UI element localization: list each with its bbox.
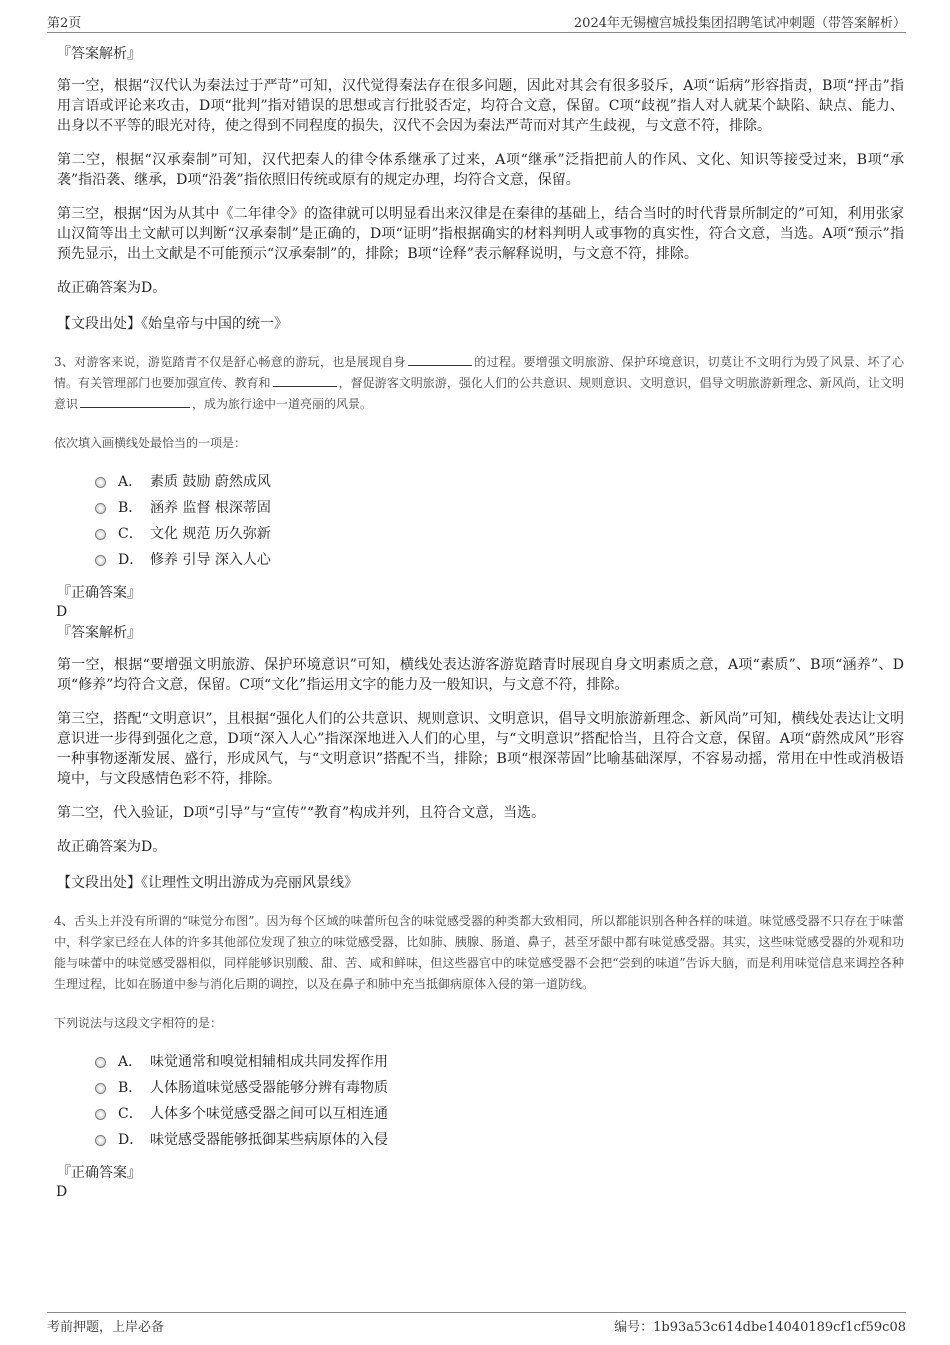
- source-citation: 【文段出处】《让理性文明出游成为亮丽风景线》: [57, 875, 358, 891]
- radio-button[interactable]: [95, 503, 106, 514]
- final-answer: 故正确答案为D。: [57, 280, 167, 296]
- radio-button[interactable]: [95, 1135, 106, 1146]
- correct-answer-label: 『正确答案』: [57, 1165, 141, 1181]
- radio-button[interactable]: [95, 555, 106, 566]
- option-c[interactable]: C． 文化 规范 历久弥新: [95, 521, 904, 547]
- radio-button[interactable]: [95, 1057, 106, 1068]
- analysis-paragraph: 第三空，根据“因为从其中《二年律令》的盗律就可以明显看出来汉律是在秦律的基础上，结合当时的时代背景所制定的”可知，利用张家山汉简等出土文献可以判断“汉承秦制”是正确的，D项“证明”指根据确实的材料判明人或事物的真实性，符合文意，当选。A项“预示”指预先显示，出土文献是不可能预示“汉承秦制”的，排除；B项“诠释”表示解释说明，与文意不符，排除。: [57, 206, 904, 262]
- page-content: [54, 44, 904, 1203]
- page-footer: [47, 1312, 906, 1338]
- correct-answer-value: D: [56, 604, 68, 620]
- option-c[interactable]: C． 人体多个味觉感受器之间可以互相连通: [95, 1101, 904, 1127]
- radio-button[interactable]: [95, 1083, 106, 1094]
- footer-slogan: 考前押题，上岸必备: [47, 1320, 165, 1335]
- option-a[interactable]: A． 素质 鼓励 蔚然成风: [95, 469, 904, 495]
- analysis-paragraph: 第一空，根据“汉代认为秦法过于严苛”可知，汉代觉得秦法存在很多问题，因此对其会有很多驳斥，A项“诟病”形容指责，B项“抨击”指用言语或评论来攻击，D项“批判”指对错误的思想或言行批驳否定，均符合文意，保留。C项“歧视”指人对人就某个缺陷、缺点、能力、出身以不平等的眼光对待，使之得到不同程度的损失，汉代不会因为秦法严苛而对其产生歧视，与文意不符，排除。: [57, 78, 904, 134]
- analysis-paragraph: 第三空，搭配“文明意识”，且根据“强化人们的公共意识、规则意识、文明意识，倡导文明旅游新理念、新风尚”可知，横线处表达让文明意识进一步得到强化之意，D项“深入人心”指深深地进入人们的心里，与“文明意识”搭配恰当，且符合文意，保留。A项“蔚然成风”形容一种事物逐渐发展、盛行，形成风气，与“文明意识”搭配不当，排除；B项“根深蒂固”比喻基础深厚，不容易动摇，常用在中性或消极语境中，与文段感情色彩不符，排除。: [57, 711, 904, 787]
- option-a[interactable]: A． 味觉通常和嗅觉相辅相成共同发挥作用: [95, 1049, 904, 1075]
- option-b[interactable]: B． 人体肠道味觉感受器能够分辨有毒物质: [95, 1075, 904, 1101]
- analysis-paragraph: 第一空，根据“要增强文明旅游、保护环境意识”可知，横线处表达游客游览踏青时展现自身文明素质之意，A项“素质”、B项“涵养”、D项“修养”均符合文意，保留。C项“文化”指运用文字的能力及一般知识，与文意不符，排除。: [57, 657, 904, 693]
- fill-blank: [80, 395, 190, 408]
- answer-options: [95, 1049, 904, 1153]
- analysis-paragraph: 第二空，根据“汉承秦制”可知，汉代把秦人的律令体系继承了过来，A项“继承”泛指把前人的作风、文化、知识等接受过来，B项“承袭”指沿袭、继承，D项“沿袭”指依照旧传统或原有的规定办理，均符合文意，保留。: [57, 152, 904, 188]
- final-answer: 故正确答案为D。: [57, 839, 167, 855]
- option-d[interactable]: D． 味觉感受器能够抵御某些病原体的入侵: [95, 1127, 904, 1153]
- page-header: [47, 10, 906, 33]
- radio-button[interactable]: [95, 529, 106, 540]
- answer-analysis-label: 『答案解析』: [57, 46, 141, 62]
- source-citation: 【文段出处】《始皇帝与中国的统一》: [57, 316, 288, 332]
- analysis-paragraph: 第二空，代入验证，D项“引导”与“宣传”“教育”构成并列，且符合文意，当选。: [57, 805, 546, 821]
- correct-answer-value: D: [56, 1184, 68, 1200]
- document-title: 2024年无锡檀宫城投集团招聘笔试冲刺题（带答案解析）: [573, 16, 906, 31]
- fill-blank: [273, 374, 337, 387]
- question-stem: 4、舌头上并没有所谓的“味觉分布图”。因为每个区域的味蕾所包含的味觉感受器的种类都大致相同，所以都能识别各种各样的味道。味觉感受器不只存在于味蕾中，科学家已经在人体的许多其他部位发现了独立的味觉感受器，比如肺、胰腺、肠道、鼻子，甚至牙龈中都有味觉感受器。其实，这些味觉感受器的外观和功能与味蕾中的味觉感受器相似，同样能够识别酸、甜、苦、咸和鲜味，但这些器官中的味觉感受器不会把“尝到的味道”告诉大脑，而是利用味觉信息来调控各种生理过程，比如在肠道中参与消化后期的调控，以及在鼻子和肺中充当抵御病原体入侵的第一道防线。: [54, 914, 904, 991]
- question-prompt: 下列说法与这段文字相符的是：: [54, 1016, 223, 1030]
- question-stem: 3、对游客来说，游览踏青不仅是舒心畅意的游玩，也是展现自身 的过程。要增强文明旅游、保护环境意识，切莫让不文明行为毁了风景、坏了心情。有关管理部门也要加强宣传、教育和 ，督促游客文明旅游，强化人们的公共意识、规则意识、文明意识，倡导文明旅游新理念、新风尚，让文明意识 ，成为旅行途中一道亮丽的风景。: [54, 355, 904, 411]
- question-prompt: 依次填入画横线处最恰当的一项是：: [54, 436, 247, 450]
- fill-blank: [408, 353, 472, 366]
- option-d[interactable]: D． 修养 引导 深入人心: [95, 547, 904, 573]
- correct-answer-label: 『正确答案』: [57, 585, 141, 601]
- answer-analysis-label: 『答案解析』: [57, 625, 141, 641]
- page-number: 第2页: [47, 16, 82, 31]
- radio-button[interactable]: [95, 1109, 106, 1120]
- radio-button[interactable]: [95, 477, 106, 488]
- option-b[interactable]: B． 涵养 监督 根深蒂固: [95, 495, 904, 521]
- answer-options: [95, 469, 904, 573]
- document-code: 编号：1b93a53c614dbe14040189cf1cf59c08: [614, 1320, 906, 1335]
